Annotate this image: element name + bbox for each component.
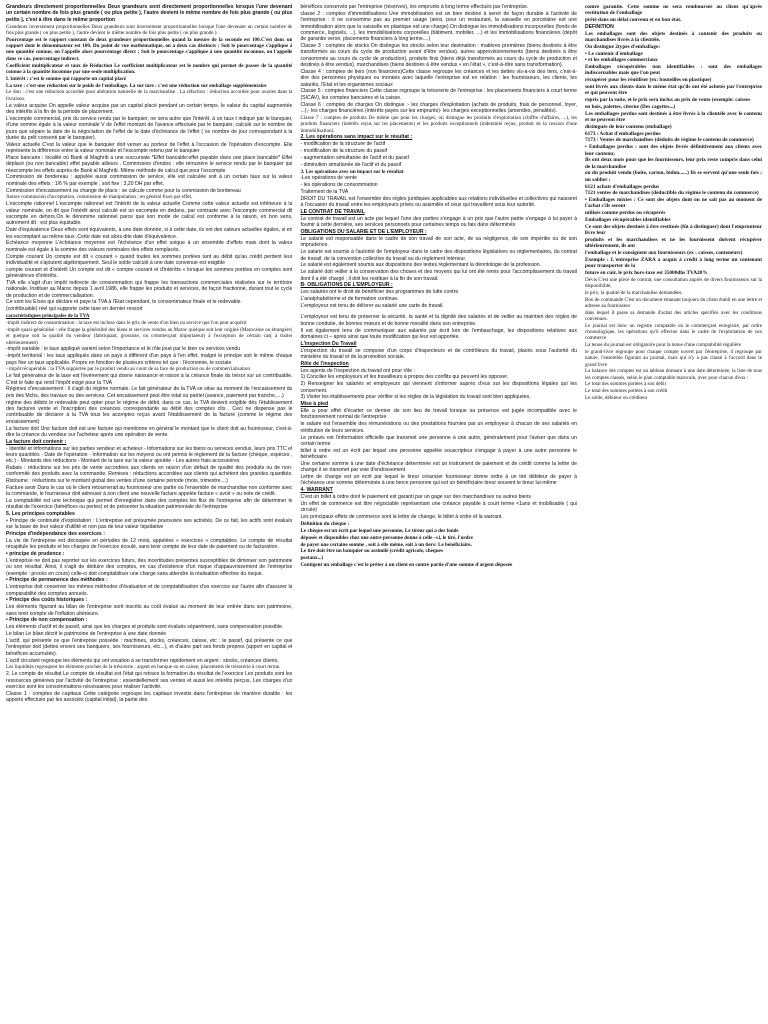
paragraph: 6173 / Achat d'emballages perdus — [584, 130, 661, 137]
paragraph: caractéristiques principales de la TVA — [6, 313, 90, 320]
paragraph: DEFINITION — [584, 23, 614, 30]
paragraph: L'entreprise doit conserver les mêmes méthodes d'évaluation et de comptabilisation d'un exercice sur l'autre afin d'assurer la comparabilité des comptes annuels. — [6, 584, 293, 597]
paragraph: -impôt indirect de consommation : la taxe est incluse dans le prix de vente d'un bien ou service que l'on peut acquérir — [6, 320, 247, 326]
paragraph: L'employeur est tenu de délivrer au salarié une carte de travail. — [300, 302, 444, 309]
paragraph: Exemple : L'entreprise ZARA a acquis à crédit à long terme un contenant pour transporter de la — [584, 256, 762, 270]
paragraph: Grandeurs directement proportionnelles Deux grandeurs sont directement proportionnelles lorsque l'une devenant un certain nombre de fois plus grande ( ou plus petite ), l'autre devient le même nombre de fois plus grande ( ou plus petite ), c'est à dire dans le même proportion — [6, 4, 293, 23]
paragraph: Rabais : réductions sur les prix de vente accordées aux clients en raison d'un défaut de qualité des produits ou de non-conformité des produits avec la commande. Remises : réductions accordées aux clients qui achètent des grandes quantités. Ristourne : réductions sur le montant global des ventes d'une certaine période (mois, trimestre....) — [6, 465, 293, 484]
paragraph: La balance des comptes est un tableau donnant à une date déterminée, la liste de tous les comptes classés, selon le plan comptable marocain, avec pour chacun d'eux : — [584, 368, 762, 381]
paragraph: - modification de la structure de l'actif — [300, 141, 386, 148]
paragraph: compte courant et d'intérêt Un compte est dit « compte courant et d'intérêts » lorsque les sommes portées en comptes sont génératrices d'intérêts. — [6, 266, 293, 280]
paragraph: La tare : c'est une réduction sur le poids de l'emballage. La sur tare : c'est une réduction sur emballage supplémentaire — [6, 82, 267, 89]
paragraph: contre garantie. Cette somme ne sera remboursée au client qu'après restitution de l'emballage — [584, 4, 762, 17]
paragraph: OBLIGATIONS DU SALARIE ET DE L'EMPLOYEUR : — [300, 229, 427, 236]
paragraph: 7173 / Ventes de marchandises (déduits de régime le contenu de commerce) — [584, 137, 754, 144]
paragraph: bénéfices conservés par l'entreprise (réserves), les emprunts à long terme effectués par l'entreprise. — [300, 4, 529, 10]
paragraph: Le salarié est soumis à l'autorité de l'employeur dans le cadre des dispositions législatives ou réglementaires, du contrat de travail, de la convention collective du travail ou du règlement intérieur. — [300, 249, 577, 262]
paragraph: C'est un billet à ordre dont le paiement est garanti par un gage sur des marchandises ou autres biens — [300, 494, 531, 501]
paragraph: l'emballage et le consignent aux fournisseurs (ex : caisses, conteneurs) — [584, 249, 743, 256]
paragraph: La vie de l'entreprise est découpée en périodes de 12 mois, appelées « exercices » comptables. Le compte de résultat récapitule les produits et les charges de l'exercice écoulé, sans tenir compte de leur date de paiement ou de facturation. — [6, 537, 293, 551]
paragraph: Ce sont les E/ses qui déclare et paye la TVA à l'Etat cependant, le consommateur finale et le redevable. — [6, 299, 242, 306]
paragraph: 6121 achats d'emballages perdus — [584, 183, 659, 190]
paragraph: - augmentation simultanée de l'actif et du passif — [300, 154, 409, 161]
paragraph: Le total des sommes portées à son débit — [584, 381, 667, 388]
paragraph: Définition du chèque : — [300, 520, 350, 527]
paragraph: distingués de leur contenu (emballage) — [584, 123, 672, 130]
paragraph: postaux...) — [300, 555, 324, 562]
paragraph: 4- WARRANT — [300, 487, 333, 494]
paragraph: en bois, palettes, citerne (Des cagettes...) — [584, 103, 676, 110]
paragraph: • principe de prudence : — [6, 551, 65, 558]
paragraph: 3) Visiter les établissements pour vérifier si les règles de la législation du travail sont bien appliquées. — [300, 394, 531, 401]
paragraph: L'intérêt : c'est le somme qui rapporte un capital placé — [6, 75, 127, 82]
paragraph: utilisés comme perdus ou récupérés — [584, 210, 666, 217]
paragraph: LE CONTRAT DE TRAVAIL — [300, 209, 365, 216]
paragraph: Classe 3 : comptes de stocks On distingue les stocks selon leur destination : matières premières (biens destinés à être transformés au cours du cycle de production avant d'être vendus), autres approvisionnements (biens destinés à être consommés au cours du cycle de production), produits finis (biens déjà transformés au cours du cycle de production et destinés à être vendus), marchandises (biens destinés à être vendus « en l'état », c'est-à-dire sans transformation). — [300, 43, 577, 69]
paragraph: sont livrés aux clients dans le même état qu'ils ont été achetés par l'entreprise et qui peuvent être — [584, 84, 762, 97]
paragraph: Un effet de commerce est titre négociable représentant une créance payable à court terme <1ans et mobilisable ( qui circule) — [300, 500, 577, 514]
paragraph: Mise à pied — [300, 401, 329, 408]
paragraph: le grand-livre regroupe pour chaque compte ouvert par l'entreprise, il regroupe par nature, l'ensemble figurant au journal, mais qui n'y a pas classé à l'accord dans le grand livre — [584, 348, 762, 368]
paragraph: 2) Renseigner les salariés et employeurs qui viennent s'informer auprès d'eux sur les dispositions légales qui les concernent. — [300, 381, 577, 394]
paragraph: Les agents de l'inspection du travail ont pour rôle : — [300, 367, 415, 374]
paragraph: Les emballages perdus sont destinés à être livrés à la clientèle avec le contenu et ne peuvent être — [584, 110, 762, 124]
paragraph: le prix, la qualité de la marchandise demandées. — [584, 289, 683, 296]
paragraph: Le tiré doit être un banquier ou assimilé (crédit agricole, chèques — [300, 548, 443, 555]
paragraph: B- OBLIGATIONS DE L'EMPLOYEUR : — [300, 282, 393, 289]
paragraph: Les éléments d'actif et de passif, ainsi que les charges et produits sont évalués séparément, sans compensation possible. — [6, 624, 284, 631]
paragraph — [300, 310, 577, 314]
paragraph: Le don : c'est une réduction accordée pour altération naturelle de la marchandise . La réfaction : réduction accordée pour avaries dans la livraison. — [6, 89, 293, 102]
paragraph: 7121 ventes de marchandises (déductible du régime le contenu du commerce) — [584, 190, 759, 197]
paragraph: TVA elle s'agit d'un impôt indirecte de consommation qui frappe les transactions commerciales réalisées sur le territoire nationale. Instituer au Maroc depuis 1 avril 1986, elle frappe les produits et services, de façon fractionné, durant tout le cycle de production et de commercialisation. — [6, 279, 293, 299]
document-page — [6, 4, 762, 1018]
paragraph: On distingue 2types d'emballage: — [584, 43, 661, 50]
paragraph: • Le contenir d'emballage — [584, 50, 643, 57]
text-column-left — [6, 4, 292, 1018]
paragraph: Coefficient multiplicateur et taux de Réduction Le coefficient multiplicateur est le nombre qui permet de passer de la quantité connue à la quantité inconnue par une seule multiplication. — [6, 62, 293, 75]
paragraph: Le préavis est l'information officielle que transmet une personne à une autre, généralement pour l'aviser que dans un certain terme — [300, 434, 577, 447]
paragraph: Le journal est donc un registre comptable où le commerçant enregistre, par ordre chronologique, les opérations qu'il effectue dans le cadre de l'exploitation de son commerce — [584, 322, 762, 342]
paragraph: - les opérations de consommation — [300, 182, 378, 189]
paragraph: Échéance moyenne L'échéance moyenne est l'échéance d'un effet unique à un ensemble d'effets mais dont la valeur nominale est égale à la somme des valeurs nominales des effets remplacés. — [6, 240, 293, 253]
paragraph: Le salarié est également soumis aux dispositions des textes réglementant la déontologie de la profession. — [300, 262, 542, 269]
paragraph: La valeur acquise On appelle valeur acquise par un capital placé pendant un certain temps, le valeur du capital augmentée des intérêts à la fin de la période de placement. — [6, 102, 293, 115]
paragraph: L'analphabétisme et de formation continue. — [300, 296, 399, 303]
paragraph: • Principe de continuité d'exploitation : L'entreprise est présumée poursuivre ses activités. De ce fait, les actifs sont évalués sur la base de leur valeur d'utilité et non pas de leur valeur liquidative — [6, 517, 293, 531]
paragraph: Grandeurs inversement proportionnelles Deux grandeurs sont inversement proportionnelles lorsque l'une devenant un certain nombre de fois plus grande ( ou plus petite ), l'autre devient le même nombre de fois plus petite ( ou plus grande ). — [6, 23, 293, 36]
paragraph: L'entreprise ne doit pas reporter sur les exercices futurs, des incertitudes présentes susceptibles de diminuer son patrimoine ou son résultat. Ainsi, il s'agit de déduire des comptes, en cas d'existence d'un risque d'appauvrissement de l'entreprise (exemple : procès en cours) celle-ci doit comptabiliser une charge sans attendre la réalisation effective du risque. — [6, 557, 293, 577]
paragraph: Le total des sommes portées à son crédit — [584, 388, 668, 395]
paragraph: - impôt récupérable : la TVA supportée par le produit vendu au court de sa face de production ou de commercialisation — [6, 366, 250, 373]
paragraph: régime des débits le redevable peut opter pour le régime de débit, dans ce cas, la TVA devient exigible dès l'établissement des factures vente et l'inscription des créances correspondante au débit des comptes clts . Ceci ne dispense pas le contribuable de déclarer à la TVA tous les acomptes reçus avant l'établissement de la facture (comme le régime des encaissement) — [6, 399, 293, 425]
paragraph: Les salariés ont le droit de bénéficier des programmes de lutte contre — [300, 289, 459, 296]
paragraph: Commission d'encaissement ou change de place : se calcule comme pour la commission de bordereau — [6, 187, 241, 194]
paragraph: Contigent un emballage c'est le prêter à un client en contre partie d'une somme d'argent déposée — [300, 562, 513, 569]
paragraph: classe 2 : comptes d'immobilisations Une immobilisation est un bien destiné à servir de façon durable à l'activité de l'entreprise : il ne consomme pas au premier usage (ainsi, pour un restaurant, la vaisselle en porcelaine est une immobilisation alors que la vaisselle en plastique est une charge).On distingue les immobilisations incorporelles (fonds de commerce, logiciels, ...), les immobilisations corporelles (bâtiment, mobilier, ...) et les immobilisations financières (dépôt de garantie versé, placements financiers à long terme....) — [300, 10, 577, 43]
paragraph: Il est également tenu de communiquer aux salariés par écrit lors de l'embauchage, les dispositions relatives aux domaines ci – après ainsi que toute modification qui leur est apportée. — [300, 327, 577, 340]
paragraph: Classe 5 : comptes financiers Cette classe regroupe la trésorerie de l'entreprise : les placements financiers à court terme (SICAV), les comptes bancaires et la caisse. — [300, 88, 577, 101]
paragraph: 1) Concilier les employeurs et les travailleurs à propos des conflits qui peuvent les opposer. — [300, 374, 509, 381]
paragraph: Les liquidités regroupent les éléments proches de la trésorerie : argent en banque ou en caisse, placements de trésorerie à court terme. — [6, 664, 281, 671]
paragraph: déposés et disponibles chez une autre personne donne à celle –ci, le tiré, l'ordre — [300, 534, 473, 541]
paragraph: (contribuable) réel qui supporte cette taxe en dernier ressort — [6, 306, 143, 313]
paragraph: Le chèque est un écrit par lequel une personne, Le tireur qui a des fonds — [300, 527, 459, 534]
paragraph: Classe 6 : comptes de charges On distingue :- les charges d'exploitation (achats de produits, frais de personnel, loyer, ...),- les charges financières (intérêts payés sur les emprunts)- les charges exceptionnelles (amendes, pénalités). — [300, 101, 577, 114]
paragraph: Classe 4 : comptes de tiers (non financiers)Cette classe regroupe les créances et les dettes vis-à-vis des tiers, c'est-à-dire des personnes physiques ou morales avec laquelle l'entreprise est en relation : les fournisseurs, les clients, les salariés, l'Etat et les organismes sociaux — [300, 68, 577, 88]
paragraph: La facture doit Une facture doit est une facture qui mentionne en général le montant que le client doit au fournisseur, c'est-à-dire la créance du vendeur sur l'acheteur après une opération de vente. — [6, 425, 293, 438]
paragraph: Le solde, débiteur ou créditeur — [584, 395, 648, 402]
paragraph: 5. Les principes comptables — [6, 510, 75, 517]
paragraph: L'inspection Du Travail — [300, 340, 357, 347]
paragraph: Ils ont deux mots pour que les fournisseurs, leur prix reste compris dans celui de la marchandise — [584, 157, 762, 170]
paragraph: -impôt variable : le taux appliqué varient selon l'importance et le rôle joué par le bien ou services vendu — [6, 346, 241, 353]
paragraph: billet à ordre est un écrit par lequel une personne appelée souscripteur s'engage à payer à une autre personne le bénéficiaire — [300, 447, 577, 461]
paragraph: • Principe des coûts historiques : — [6, 597, 88, 604]
paragraph: • Emballages mixtes : Ce sont des objets dont on ne sait pas au moment de l'achat s'ils seront — [584, 197, 762, 210]
paragraph: -impôt quasi-généralisé : elle frappe la généralité des biens et services vendus au Maroc quelque soit leur origine (Marocaine ou étrangère) et quelque soit la qualité du vendeur (fabriquant, grossiste, ou commerçant importateur) à l'exception de certain cas( à traiter ultérieurement) — [6, 326, 293, 346]
paragraph: Le salarié doit veiller à la conservation des choses et des moyens qui lui ont été remis pour l'accomplissement du travail dont il a été chargé ; il doit les restituer à la fin de son travail. — [300, 269, 577, 282]
paragraph: Le fait générateur de la taxe est l'événement qui donne naissance et raison à la créance finale du trésor sur un contribuable. C'est le faite qui rend l'impôt exigé pour la TVA — [6, 373, 293, 386]
paragraph: prêté dans un délai convenu et en bon état. — [584, 17, 682, 24]
paragraph: Valeur actuelle C'est la valeur que le banquier doit verser au porteur de l'effet à l'occasion de l'opération d'escompte. Elle représente la différence entre la valeur nominale et l'escompte retenu par le banquier — [6, 141, 293, 155]
paragraph: • Principe de non compensation : — [6, 617, 88, 624]
paragraph: 2. Le compte de résultat Le compte de résultat est l'état qui retrace la formation du résultat de l'exercice Les produits sont les ressources générées par l'activité de l'entreprise : essentiellement ses ventes et aussi les intérêts perçus, Les charges d'un exercice sont les consommations nécessaires pour réaliser l'activité. — [6, 671, 293, 690]
paragraph: Le contrat de travail est un acte par lequel l'une des parties s'engage à un prix que l'autre partie s'engage à lui payer à fournir à cette dernière, ses services personnels pour certaines temps ou fais dans déterminés — [300, 216, 577, 229]
paragraph: Le bilan Le bilan décrit le patrimoine de l'entreprise à une date donnée — [6, 631, 167, 638]
paragraph: Classe 7 : comptes de produits De même que pour les charges, on distingue les produits d'exploitation (chiffre d'affaires, ...), les produits financiers (intérêts reçus sur les placements) et les produits exceptionnels (indemnité reçue, produit de la cession d'une immobilisation). — [300, 114, 577, 134]
paragraph: Le salarié est responsable dans le cadre de son travail de son acte, de sa négligence, de son impéritie ou de son imprudence. — [300, 236, 577, 249]
paragraph: L'employeur est tenu de préserver la sécurité, la santé et la dignité des salariés et de veiller au maintien des règles de bonne conduite, de bonnes mœurs et de bonne moralité dans son entreprise. — [300, 314, 577, 327]
paragraph: Facture avoir Dans le cas où le client retournerait au fournisseur une partie ou l'ensemble de marchandise non conforme avec la commande, le fournisseur doit adresser à son client une nouvelle facture appelée facture « avoir » ou note de crédit. — [6, 484, 293, 497]
text-column-middle — [300, 4, 577, 1018]
paragraph: -impôt territorial : les taux appliqués dans un pays à différent d'un pays à l'en effet, malgré le principe soit le même chaque pays fixe un taux applicable. Propre en fonction de plusieurs critères tel que : l'économie, le sociale — [6, 353, 293, 366]
paragraph: Une certaine somme à une date d'échéance déterminée est un instrument de paiement et de crédit comme la lettre de change il se transmet par voie d'endossement — [300, 460, 577, 474]
paragraph: - diminution simultanée de l'actif et du passif — [300, 161, 402, 168]
paragraph: Les emballages sont des objets destinés à contenir des produits ou marchandises livrés à la clientèle. — [584, 30, 762, 43]
paragraph: Bon de commande C'est un document émanant toujours du client établi en une lettre et adresse au fournisseur — [584, 296, 762, 309]
paragraph: Principe d'indépendance des exercices : — [6, 531, 105, 537]
paragraph: Devis C'est une pièce de contrat, une consultation auprès de divers fournisseurs sur la disponibilité, — [584, 276, 762, 289]
paragraph: - Identité et informations sur les parties vendeur et acheteur - Informations sur les biens ou services vendus, leurs prix TTC et leurs quantités - Date de l'opération - Information sur les moyens ou ont permis le règlement de la facture (chèque, espèces , etc.) - Montants des réductions - Montant de la taxe sur la valeur ajoutée - Les autres frais accessoires — [6, 445, 293, 465]
paragraph: Les principaux effets de commerce sont la lettre de change, le billet à ordre et la warrant. — [300, 514, 503, 521]
paragraph: 2. Les opérations sans impact sur le résultat : — [300, 134, 413, 141]
paragraph: L'actif, qui présente ce que l'entreprise possède : machines, stocks, créances, caisse, etc : le passif, qui présente ce que l'entreprise doit (dettes envers ses banquiers, ses fournisseurs, etc...), et d'autre part ses fonds propres (apport en capital et bénéfices accumulés). — [6, 638, 293, 657]
paragraph: de payer une certaine somme , soit à elle même, soit à un tiers: Le bénéficiaire. — [300, 541, 472, 548]
paragraph: 3. Les opérations avec un impact sur le résultat — [300, 168, 404, 175]
paragraph: L'escompte rationnel L'escompte rationnel est l'intérêt de la valeur actuelle Comme cette valeur actuelle est inférieure à la valeur nominale, on dit que l'intérêt ainsi calculé est un escompte en dedans, par contraste avec l'escompte commercial dit escompte en dehors.On le dénomme rationnel parce que son mode de calcul est conforme à la raison, en bon sens, autrement dit : est plus équitable. — [6, 201, 293, 227]
text-column-right — [585, 4, 762, 1018]
paragraph: récupérer pour les réutiliser (ex: bouteilles en plastique) — [584, 77, 712, 84]
paragraph: Elle a pour effet d'écarter ce dernier de son lieu de travail lorsque sa présence est jugée incompatible avec le fonctionnement normal de l'entreprise — [300, 408, 577, 421]
paragraph: Emballages récupérables non identifiables : sont des emballages indiscernables mais que l'on peut — [584, 64, 762, 77]
paragraph: L'escompte commercial, prix du service rendu par le banquier, ne sera autre que l'intérêt, à un taux t indiqué par le banquier, d'une somme égale à la valeur nominale V de l'effet montant de l'avance effectuée par le banquier, calculé sur le nombre de jours que sépare la date de la négociation de l'effet de la date d'échéance de l'effet ( ce nombre de jour correspondant à la durée du prêt consenti par le banquier). — [6, 115, 293, 141]
paragraph: Les éléments figurant au bilan de l'entreprise sont inscrits au coût évalué au moment de leur entrée dans son patrimoine, sans tenir compte de l'inflation ultérieure. — [6, 604, 293, 617]
paragraph: La facture doit contenir : — [6, 438, 67, 445]
paragraph: Compte courant Un compte est dit « courant » quand toutes les sommes portées tant au débit qu'au crédit perdent leur individualité et s'ajoutent algébriquement. Seul le solde calculé à une date convenue est exigible — [6, 253, 293, 266]
paragraph: Commission de bordereau : appelée aussi commission de service, elle est calculée soit à un certain taux sur la valeur nominale des effets : 1/6 % par exemple , soit fixe : 3,20 DH par effet. — [6, 174, 293, 187]
paragraph: Date d'équivalence Deux effets sont équivalents, à une date donnée, si à cette date, ils ont des valeurs actuelles égales, si en les escomptant au même taux .Cette date est alors dite date d'équivalence. — [6, 227, 293, 240]
paragraph: Traitement de la TVA — [300, 189, 349, 196]
paragraph: La comptabilité est une technique qui permet d'enregistrer dans des comptes les flux de l'entreprise afin de déterminer le résultat de l'exercice (bénéfices ou pertes) et de présenter la situation patrimoniale de l'entreprise — [6, 497, 293, 511]
paragraph: Régimes d'encaissement : il s'agit du régime normale. Le fait générateur de la TVA se situe au moment de l'encaissement du prix des Mchs, des travaux ou des services. Cet encaissement peut être total ou partiel (avance, paiement par tranche,....) — [6, 386, 293, 399]
paragraph: Ce sont des objets destinés à être restitués (fût à distinguer) dont l'emprunteur livre leur — [584, 223, 762, 237]
paragraph: ou du produit vendu (boîte, carton, bidon......) Ils se servent qu'une seule fois ; un sablier ; — [584, 170, 762, 183]
paragraph: - modification de la structure du passif — [300, 148, 388, 155]
paragraph: le salaire est l'ensemble des rémunérations ou des prestations fournies par un employeur à chacun de ses salariés en rétribution de leurs services. — [300, 421, 577, 434]
paragraph: Place bancaire : localité où Bank al Maghrib a une succursale *Effet bancable:effet payable dans une place bancable* Effet déplacé (ou non bancable) effet payable ailleurs . Commission d'endos : elle rémunère le service rendu par le banquier qui réescompte les effets auprès de Bank al Maghrib. Même méthode de calcul que pour l'escompte — [6, 154, 293, 174]
paragraph: Classe 1 : comptes de capitaux Cette catégorie regroupe les capitaux investis dans l'entreprise de manière durable : les apports effectués par les associés (capital initial), la partie des — [6, 690, 293, 704]
paragraph: future en cuir, le prix hors-taxe est 35000dhs TVA20% — [584, 269, 708, 276]
paragraph: -Les opérations de vente — [300, 175, 358, 182]
paragraph: • et les emballages commerciaux — [584, 57, 658, 64]
paragraph: • Emballages perdus : sont des objets livrés définitivement aux clients avec leur contenu; — [584, 144, 762, 157]
paragraph: Lettre de change est un écrit par lequel le tireur créancier fournisseur donne ordre à un tiré débiteur de payer à l'échéance une somme déterminée à une tierce personne qui est un bénéficiaire tireur souvent le tireur lui-même — [300, 474, 577, 487]
paragraph: dans lequel il passe sa demande d'achat des articles spécifiés avec les conditions convenues. — [584, 309, 762, 322]
paragraph: L'inspection du travail se compose d'un corps d'inspecteurs et de contrôleurs du travail, placés sous l'autorité du ministère du travail et de la promotion sociale. — [300, 347, 577, 360]
paragraph: produits et les marchandises et ne les fournissent doivent récupérer ultérieurement, ils ont — [584, 236, 762, 250]
paragraph: Rôle de l'inspection — [300, 360, 349, 367]
paragraph: Autres commission d'acceptation, commission de manipulation ; en général fixes par effet. — [6, 194, 193, 201]
paragraph: DROIT DU TRAVAIL est l'ensemble des règles juridiques applicables aux relations individuelles et collectives qui naissent à l'occasion du travail entre les employeurs privés ou assimilés et ceux qui travaillent sous leur autorité. — [300, 195, 577, 209]
paragraph: Emballages récupérables identifiables — [584, 217, 671, 223]
paragraph: repris par la suite, et le prix sera inclus au prix de vente (exemple: caisses — [584, 97, 751, 104]
paragraph: • Principe de permanence des méthodes : — [6, 577, 108, 584]
paragraph: La tenue du journal est obligatoire pour la tenue d'une comptabilité régulière — [584, 342, 742, 349]
paragraph: Pourcentage est le rapport constant de deux grandeurs proportionnelles quand la mesure de la seconde est 100.C'est donc un rapport dont le dénominateur est 100. Du point de vue mathématique, on a deux cas distincts : Soit le pourcentage s'applique à une quantité connue, on l'appelle alors pourcentage direct ; Soit le pourcentage s'applique à une quantité inconnue, on l'appelle dans ce cas, pourcentage indirect. — [6, 36, 293, 62]
paragraph: L'actif circulant regroupe les éléments qui ont vocation à se transformer rapidement en argent : stocks, créances clients, — [6, 657, 279, 664]
